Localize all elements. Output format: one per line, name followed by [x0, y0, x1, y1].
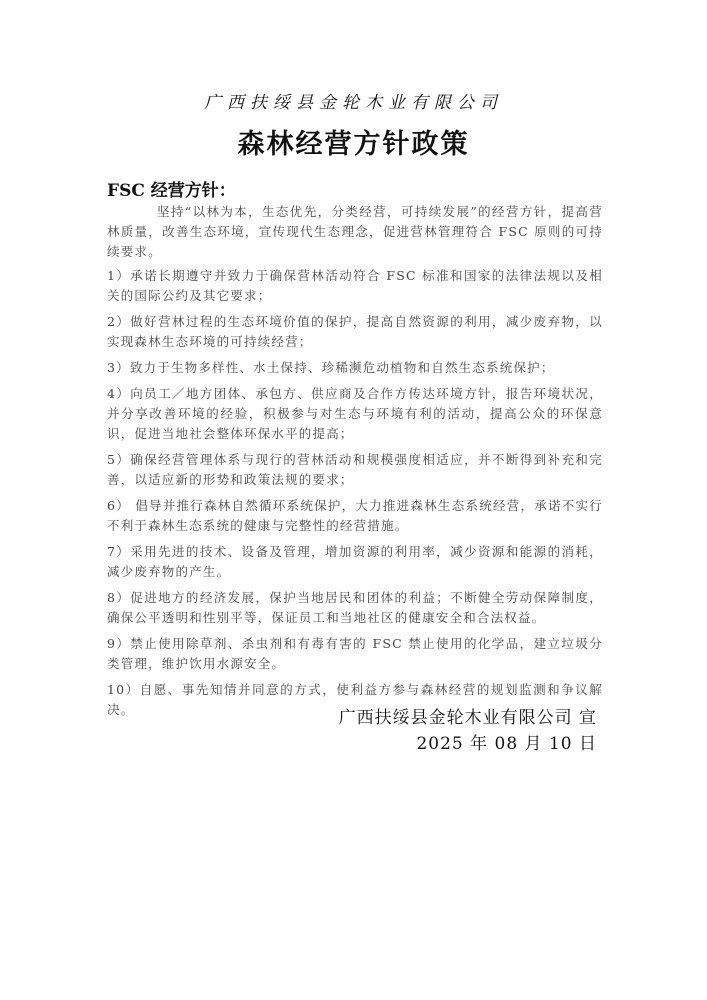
- signature-date: 2025 年 08 月 10 日: [416, 734, 597, 754]
- signature-company: 广西扶绥县金轮木业有限公司 宣: [338, 708, 597, 728]
- policy-item-4: 4）向员工／地方团体、承包方、供应商及合作方传达环境方针，报告环境状况，并分享改善环境的经验，积极参与对生态与环境有利的活动，提高公众的环保意识，促进当地社会整体环保水平的提高；: [107, 386, 603, 441]
- policy-item-2: 2）做好营林过程的生态环境价值的保护，提高自然资源的利用，减少废弃物，以实现森林生态环境的可持续经营；: [107, 314, 603, 349]
- policy-item-1: 1）承诺长期遵守并致力于确保营林活动符合 FSC 标准和国家的法律法规以及相关的国际公约及其它要求；: [107, 268, 603, 303]
- policy-item-6: 6） 倡导并推行森林自然循环系统保护，大力推进森林生态系统经营，承诺不实行不利于森林生态系统的健康与完整性的经营措施。: [107, 498, 603, 533]
- policy-item-5: 5）确保经营管理体系与现行的营林活动和规模强度相适应，并不断得到补充和完善，以适应新的形势和政策法规的要求；: [107, 452, 603, 487]
- signature-block: [339, 705, 597, 757]
- policy-item-9: 9）禁止使用除草剂、杀虫剂和有毒有害的 FSC 禁止使用的化学品，建立垃圾分类管理，维护饮用水源安全。: [107, 636, 603, 671]
- policy-item-10: 10）自愿、事先知情并同意的方式，使利益方参与森林经营的规划监测和争议解决。: [107, 682, 603, 717]
- section-heading: FSC 经营方针：: [107, 181, 236, 201]
- policy-body: [107, 202, 603, 726]
- company-header: 广西扶绥县金轮木业有限公司: [204, 93, 503, 113]
- policy-item-8: 8）促进地方的经济发展，保护当地居民和团体的利益；不断健全劳动保障制度，确保公平透明和性别平等，保证员工和当地社区的健康安全和合法权益。: [107, 590, 603, 625]
- page-title: 森林经营方针政策: [237, 129, 470, 160]
- policy-item-7: 7）采用先进的技术、设备及管理，增加资源的利用率，减少资源和能源的消耗，减少废弃物的产生。: [107, 544, 603, 579]
- intro-paragraph: 坚持“以林为本，生态优先，分类经营，可持续发展”的经营方针，提高营林质量，改善生态环境，宣传现代生态理念，促进营林管理符合 FSC 原则的可持续要求。: [107, 204, 603, 259]
- policy-item-3: 3）致力于生物多样性、水土保持、珍稀濒危动植物和自然生态系统保护；: [107, 360, 555, 375]
